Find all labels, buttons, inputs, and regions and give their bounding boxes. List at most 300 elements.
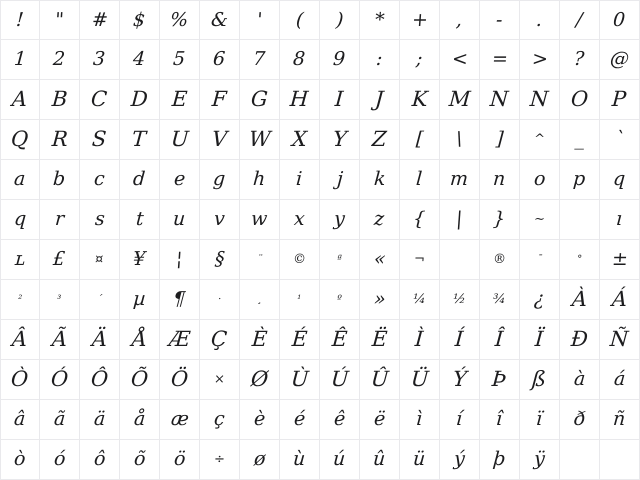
glyph-cell[interactable] — [360, 80, 400, 120]
glyph-cell[interactable] — [480, 80, 520, 120]
glyph-cell[interactable] — [120, 240, 160, 280]
glyph-character: o — [533, 168, 547, 190]
glyph-cell[interactable] — [600, 320, 640, 360]
glyph-character: Ð — [570, 327, 589, 351]
glyph-character: ë — [373, 408, 386, 430]
glyph-cell[interactable] — [440, 0, 480, 40]
glyph-cell[interactable] — [240, 320, 280, 360]
glyph-character: 0 — [612, 8, 627, 31]
glyph-cell[interactable] — [480, 40, 520, 80]
glyph-character: ¿ — [533, 288, 546, 310]
glyph-character: à — [573, 368, 586, 390]
glyph-cell[interactable] — [120, 280, 160, 320]
glyph-cell[interactable] — [520, 280, 560, 320]
glyph-cell[interactable] — [200, 40, 240, 80]
glyph-cell[interactable] — [400, 440, 440, 480]
glyph-cell[interactable] — [480, 320, 520, 360]
glyph-character: ½ — [452, 292, 467, 307]
glyph-cell[interactable] — [480, 120, 520, 160]
glyph-cell[interactable] — [480, 360, 520, 400]
glyph-cell[interactable] — [280, 440, 320, 480]
glyph-cell[interactable] — [600, 160, 640, 200]
glyph-cell[interactable] — [240, 120, 280, 160]
glyph-cell[interactable] — [560, 400, 600, 440]
glyph-cell[interactable] — [440, 160, 480, 200]
glyph-cell[interactable] — [600, 400, 640, 440]
glyph-character: S — [91, 127, 108, 151]
glyph-cell[interactable] — [40, 360, 80, 400]
glyph-cell[interactable] — [400, 0, 440, 40]
glyph-character: i — [295, 168, 304, 190]
glyph-cell[interactable] — [560, 320, 600, 360]
glyph-character: ° — [576, 253, 583, 265]
glyph-character: ä — [93, 408, 106, 430]
glyph-character: t — [134, 208, 145, 230]
glyph-character: 2 — [52, 48, 67, 70]
glyph-character: : — [375, 48, 384, 70]
glyph-cell[interactable] — [560, 80, 600, 120]
glyph-cell[interactable] — [0, 160, 40, 200]
glyph-cell[interactable] — [80, 360, 120, 400]
glyph-character: ` — [614, 128, 626, 150]
glyph-cell[interactable] — [280, 0, 320, 40]
glyph-character: ± — [610, 248, 629, 270]
glyph-character: I — [334, 87, 345, 111]
glyph-cell[interactable] — [280, 240, 320, 280]
glyph-cell[interactable] — [280, 80, 320, 120]
glyph-cell[interactable] — [440, 240, 480, 280]
glyph-cell[interactable] — [480, 240, 520, 280]
glyph-character: ³ — [57, 293, 62, 305]
glyph-cell[interactable] — [200, 0, 240, 40]
glyph-character: ð — [573, 408, 587, 430]
glyph-cell[interactable] — [320, 0, 360, 40]
glyph-cell[interactable] — [0, 0, 40, 40]
glyph-cell[interactable] — [0, 120, 40, 160]
glyph-cell[interactable] — [360, 320, 400, 360]
glyph-cell[interactable] — [160, 0, 200, 40]
glyph-cell[interactable] — [440, 80, 480, 120]
glyph-cell[interactable] — [200, 360, 240, 400]
glyph-cell[interactable] — [160, 440, 200, 480]
glyph-cell[interactable] — [40, 240, 80, 280]
glyph-cell[interactable] — [400, 40, 440, 80]
glyph-cell[interactable] — [440, 40, 480, 80]
glyph-cell[interactable] — [120, 120, 160, 160]
glyph-character: Û — [369, 367, 390, 391]
glyph-cell[interactable] — [480, 0, 520, 40]
glyph-cell[interactable] — [160, 360, 200, 400]
glyph-cell[interactable] — [480, 280, 520, 320]
glyph-cell[interactable] — [160, 200, 200, 240]
glyph-cell[interactable] — [600, 200, 640, 240]
glyph-cell[interactable] — [160, 280, 200, 320]
glyph-character: K — [410, 87, 429, 111]
glyph-cell[interactable] — [560, 120, 600, 160]
glyph-cell[interactable] — [440, 120, 480, 160]
glyph-character: D — [130, 87, 149, 111]
glyph-character: Í — [454, 327, 465, 351]
glyph-cell[interactable] — [0, 320, 40, 360]
glyph-cell[interactable] — [600, 40, 640, 80]
glyph-cell[interactable] — [40, 120, 80, 160]
glyph-character: « — [372, 248, 387, 270]
glyph-cell[interactable] — [560, 200, 600, 240]
glyph-character: Ã — [51, 327, 68, 351]
glyph-character: c — [93, 168, 106, 190]
glyph-character: ? — [573, 48, 586, 70]
glyph-cell[interactable] — [0, 360, 40, 400]
glyph-cell[interactable] — [160, 40, 200, 80]
glyph-character: Q — [10, 127, 30, 151]
glyph-character: ) — [335, 8, 345, 31]
glyph-cell[interactable] — [560, 360, 600, 400]
glyph-cell[interactable] — [160, 80, 200, 120]
glyph-character: ø — [253, 448, 267, 470]
glyph-cell[interactable] — [80, 80, 120, 120]
glyph-cell[interactable] — [560, 160, 600, 200]
glyph-cell[interactable] — [520, 360, 560, 400]
glyph-cell[interactable] — [320, 320, 360, 360]
glyph-cell[interactable] — [520, 0, 560, 40]
glyph-cell[interactable] — [280, 360, 320, 400]
glyph-character: E — [171, 87, 189, 111]
glyph-character: þ — [492, 448, 507, 470]
glyph-cell[interactable] — [480, 200, 520, 240]
glyph-cell[interactable] — [360, 440, 400, 480]
glyph-cell[interactable] — [440, 320, 480, 360]
glyph-character: ê — [333, 408, 346, 430]
glyph-character: F — [211, 87, 228, 111]
glyph-cell[interactable] — [520, 200, 560, 240]
glyph-cell[interactable] — [600, 440, 640, 480]
glyph-character: Ë — [371, 327, 389, 351]
glyph-character: s — [93, 208, 106, 230]
glyph-character: ª — [336, 253, 343, 265]
glyph-cell[interactable] — [440, 440, 480, 480]
glyph-character: ² — [17, 293, 23, 305]
glyph-character: Ê — [331, 327, 349, 351]
glyph-cell[interactable] — [40, 280, 80, 320]
glyph-cell[interactable] — [200, 200, 240, 240]
glyph-cell[interactable] — [0, 280, 40, 320]
glyph-character: ¹ — [297, 293, 302, 305]
glyph-character: g — [212, 168, 227, 190]
glyph-cell[interactable] — [520, 320, 560, 360]
glyph-cell[interactable] — [360, 160, 400, 200]
glyph-cell[interactable] — [40, 40, 80, 80]
glyph-cell[interactable] — [360, 40, 400, 80]
glyph-cell[interactable] — [120, 80, 160, 120]
glyph-character: ó — [53, 448, 67, 470]
glyph-cell[interactable] — [400, 400, 440, 440]
glyph-character: £ — [52, 248, 67, 270]
glyph-character — [458, 248, 461, 270]
glyph-cell[interactable] — [200, 120, 240, 160]
glyph-character: é — [293, 408, 306, 430]
glyph-cell[interactable] — [120, 40, 160, 80]
glyph-cell[interactable] — [240, 80, 280, 120]
glyph-character: ¯ — [536, 253, 543, 265]
glyph-character: - — [495, 8, 504, 31]
glyph-cell[interactable] — [120, 0, 160, 40]
glyph-character: Ü — [409, 367, 430, 391]
glyph-cell[interactable] — [440, 280, 480, 320]
glyph-cell[interactable] — [200, 400, 240, 440]
glyph-cell[interactable] — [80, 160, 120, 200]
glyph-cell[interactable] — [560, 280, 600, 320]
glyph-cell[interactable] — [200, 240, 240, 280]
glyph-character: Y — [331, 127, 348, 151]
glyph-cell[interactable] — [320, 120, 360, 160]
glyph-cell[interactable] — [520, 160, 560, 200]
glyph-cell[interactable] — [80, 320, 120, 360]
glyph-cell[interactable] — [240, 400, 280, 440]
glyph-character: > — [530, 48, 549, 70]
glyph-cell[interactable] — [560, 440, 600, 480]
glyph-cell[interactable] — [40, 400, 80, 440]
glyph-cell[interactable] — [40, 200, 80, 240]
glyph-cell[interactable] — [80, 120, 120, 160]
glyph-character: d — [132, 168, 147, 190]
glyph-cell[interactable] — [0, 240, 40, 280]
glyph-cell[interactable] — [80, 400, 120, 440]
glyph-cell[interactable] — [280, 200, 320, 240]
glyph-character: k — [373, 168, 387, 190]
glyph-character: ö — [173, 448, 187, 470]
glyph-cell[interactable] — [520, 120, 560, 160]
glyph-cell[interactable] — [320, 80, 360, 120]
glyph-cell[interactable] — [200, 320, 240, 360]
glyph-character: 8 — [292, 48, 307, 70]
glyph-cell[interactable] — [160, 320, 200, 360]
glyph-cell[interactable] — [80, 280, 120, 320]
glyph-character: ¼ — [412, 292, 427, 307]
glyph-character: ô — [93, 448, 107, 470]
glyph-character: ~ — [533, 212, 546, 227]
glyph-cell[interactable] — [280, 120, 320, 160]
glyph-cell[interactable] — [40, 0, 80, 40]
glyph-cell[interactable] — [320, 400, 360, 440]
glyph-cell[interactable] — [440, 360, 480, 400]
glyph-character: û — [372, 448, 387, 470]
glyph-cell[interactable] — [0, 400, 40, 440]
glyph-character: Õ — [130, 367, 149, 391]
glyph-character: 4 — [132, 48, 147, 70]
glyph-cell[interactable] — [280, 400, 320, 440]
glyph-cell[interactable] — [320, 200, 360, 240]
glyph-cell[interactable] — [600, 280, 640, 320]
glyph-cell[interactable] — [120, 200, 160, 240]
glyph-cell[interactable] — [320, 240, 360, 280]
glyph-cell[interactable] — [400, 280, 440, 320]
glyph-cell[interactable] — [400, 360, 440, 400]
glyph-character: í — [455, 408, 464, 430]
glyph-cell[interactable] — [520, 240, 560, 280]
glyph-character: Â — [11, 327, 29, 351]
glyph-cell[interactable] — [480, 160, 520, 200]
glyph-cell[interactable] — [400, 200, 440, 240]
glyph-character: T — [131, 127, 148, 151]
glyph-cell[interactable] — [280, 40, 320, 80]
glyph-cell[interactable] — [320, 280, 360, 320]
glyph-character: É — [291, 327, 309, 351]
glyph-character: ¦ — [175, 248, 184, 270]
glyph-character: ı — [615, 208, 624, 230]
glyph-cell[interactable] — [200, 160, 240, 200]
glyph-cell[interactable] — [560, 40, 600, 80]
glyph-cell[interactable] — [400, 160, 440, 200]
glyph-cell[interactable] — [360, 360, 400, 400]
glyph-cell[interactable] — [120, 160, 160, 200]
glyph-cell[interactable] — [240, 0, 280, 40]
glyph-character: ¥ — [132, 248, 147, 270]
glyph-cell[interactable] — [280, 160, 320, 200]
glyph-cell[interactable] — [400, 120, 440, 160]
glyph-character: r — [54, 208, 65, 230]
glyph-cell[interactable] — [400, 240, 440, 280]
glyph-cell[interactable] — [440, 200, 480, 240]
glyph-character: M — [447, 87, 472, 111]
glyph-character: % — [169, 8, 190, 31]
glyph-cell[interactable] — [480, 400, 520, 440]
glyph-character: Ø — [250, 367, 269, 391]
glyph-cell[interactable] — [400, 80, 440, 120]
glyph-cell[interactable] — [320, 40, 360, 80]
glyph-character: n — [492, 168, 507, 190]
glyph-cell[interactable] — [200, 440, 240, 480]
glyph-cell[interactable] — [240, 200, 280, 240]
glyph-character: b — [52, 168, 67, 190]
glyph-character: $ — [132, 8, 147, 31]
glyph-character: ï — [535, 408, 544, 430]
glyph-cell[interactable] — [360, 0, 400, 40]
glyph-cell[interactable] — [480, 440, 520, 480]
glyph-character: Á — [611, 287, 628, 311]
glyph-cell[interactable] — [40, 80, 80, 120]
glyph-character: y — [333, 208, 346, 230]
glyph-character: P — [611, 87, 628, 111]
glyph-character: ã — [53, 408, 66, 430]
glyph-cell[interactable] — [600, 0, 640, 40]
glyph-cell[interactable] — [120, 440, 160, 480]
glyph-character: ¶ — [172, 288, 187, 310]
glyph-cell[interactable] — [360, 280, 400, 320]
glyph-cell[interactable] — [80, 40, 120, 80]
glyph-cell[interactable] — [360, 240, 400, 280]
glyph-character: ¬ — [413, 252, 426, 267]
glyph-cell[interactable] — [600, 240, 640, 280]
glyph-cell[interactable] — [80, 240, 120, 280]
glyph-cell[interactable] — [600, 360, 640, 400]
glyph-character: . — [535, 8, 544, 31]
glyph-cell[interactable] — [320, 360, 360, 400]
glyph-cell[interactable] — [80, 0, 120, 40]
glyph-character: ò — [13, 448, 27, 470]
glyph-cell[interactable] — [240, 40, 280, 80]
glyph-character: î — [495, 408, 504, 430]
glyph-cell[interactable] — [120, 400, 160, 440]
glyph-cell[interactable] — [160, 160, 200, 200]
glyph-cell[interactable] — [600, 120, 640, 160]
glyph-cell[interactable] — [0, 80, 40, 120]
glyph-cell[interactable] — [120, 320, 160, 360]
glyph-character: ^ — [533, 132, 546, 147]
glyph-cell[interactable] — [240, 160, 280, 200]
glyph-cell[interactable] — [520, 400, 560, 440]
glyph-character: À — [571, 287, 588, 311]
glyph-cell[interactable] — [440, 400, 480, 440]
glyph-cell[interactable] — [320, 160, 360, 200]
glyph-cell[interactable] — [520, 440, 560, 480]
glyph-character: ý — [453, 448, 466, 470]
glyph-cell[interactable] — [240, 240, 280, 280]
glyph-cell[interactable] — [520, 40, 560, 80]
glyph-cell[interactable] — [240, 440, 280, 480]
glyph-cell[interactable] — [200, 80, 240, 120]
glyph-character: Þ — [491, 367, 508, 391]
glyph-cell[interactable] — [80, 200, 120, 240]
glyph-character: ] — [495, 128, 505, 150]
glyph-cell[interactable] — [200, 280, 240, 320]
glyph-character: J — [374, 87, 385, 111]
glyph-cell[interactable] — [560, 240, 600, 280]
glyph-cell[interactable] — [80, 440, 120, 480]
glyph-cell[interactable] — [40, 160, 80, 200]
glyph-character: { — [412, 208, 427, 230]
glyph-character: 3 — [92, 48, 107, 70]
glyph-character: È — [251, 327, 269, 351]
glyph-cell[interactable] — [160, 400, 200, 440]
glyph-cell[interactable] — [520, 80, 560, 120]
glyph-cell[interactable] — [40, 440, 80, 480]
glyph-character: R — [50, 127, 69, 151]
glyph-cell[interactable] — [240, 360, 280, 400]
glyph-character: å — [133, 408, 146, 430]
glyph-cell[interactable] — [320, 440, 360, 480]
glyph-cell[interactable] — [0, 40, 40, 80]
glyph-character: N — [489, 87, 510, 111]
glyph-character: * — [374, 8, 386, 31]
glyph-cell[interactable] — [240, 280, 280, 320]
glyph-cell[interactable] — [360, 120, 400, 160]
glyph-cell[interactable] — [280, 280, 320, 320]
glyph-cell[interactable] — [360, 400, 400, 440]
glyph-character: u — [172, 208, 187, 230]
glyph-cell[interactable] — [280, 320, 320, 360]
glyph-character: ú — [332, 448, 347, 470]
glyph-cell[interactable] — [160, 240, 200, 280]
glyph-character: U — [169, 127, 190, 151]
glyph-character: ´ — [96, 293, 103, 305]
glyph-character: X — [291, 127, 308, 151]
glyph-character: & — [210, 8, 229, 31]
glyph-character: @ — [609, 48, 630, 70]
glyph-cell[interactable] — [360, 200, 400, 240]
glyph-cell[interactable] — [560, 0, 600, 40]
glyph-character: » — [372, 288, 387, 310]
glyph-cell[interactable] — [160, 120, 200, 160]
glyph-cell[interactable] — [400, 320, 440, 360]
glyph-cell[interactable] — [120, 360, 160, 400]
glyph-cell[interactable] — [600, 80, 640, 120]
glyph-character: p — [572, 168, 587, 190]
glyph-character: ; — [415, 48, 424, 70]
glyph-character: + — [410, 8, 429, 31]
glyph-cell[interactable] — [40, 320, 80, 360]
glyph-cell[interactable] — [0, 200, 40, 240]
glyph-cell[interactable] — [0, 440, 40, 480]
